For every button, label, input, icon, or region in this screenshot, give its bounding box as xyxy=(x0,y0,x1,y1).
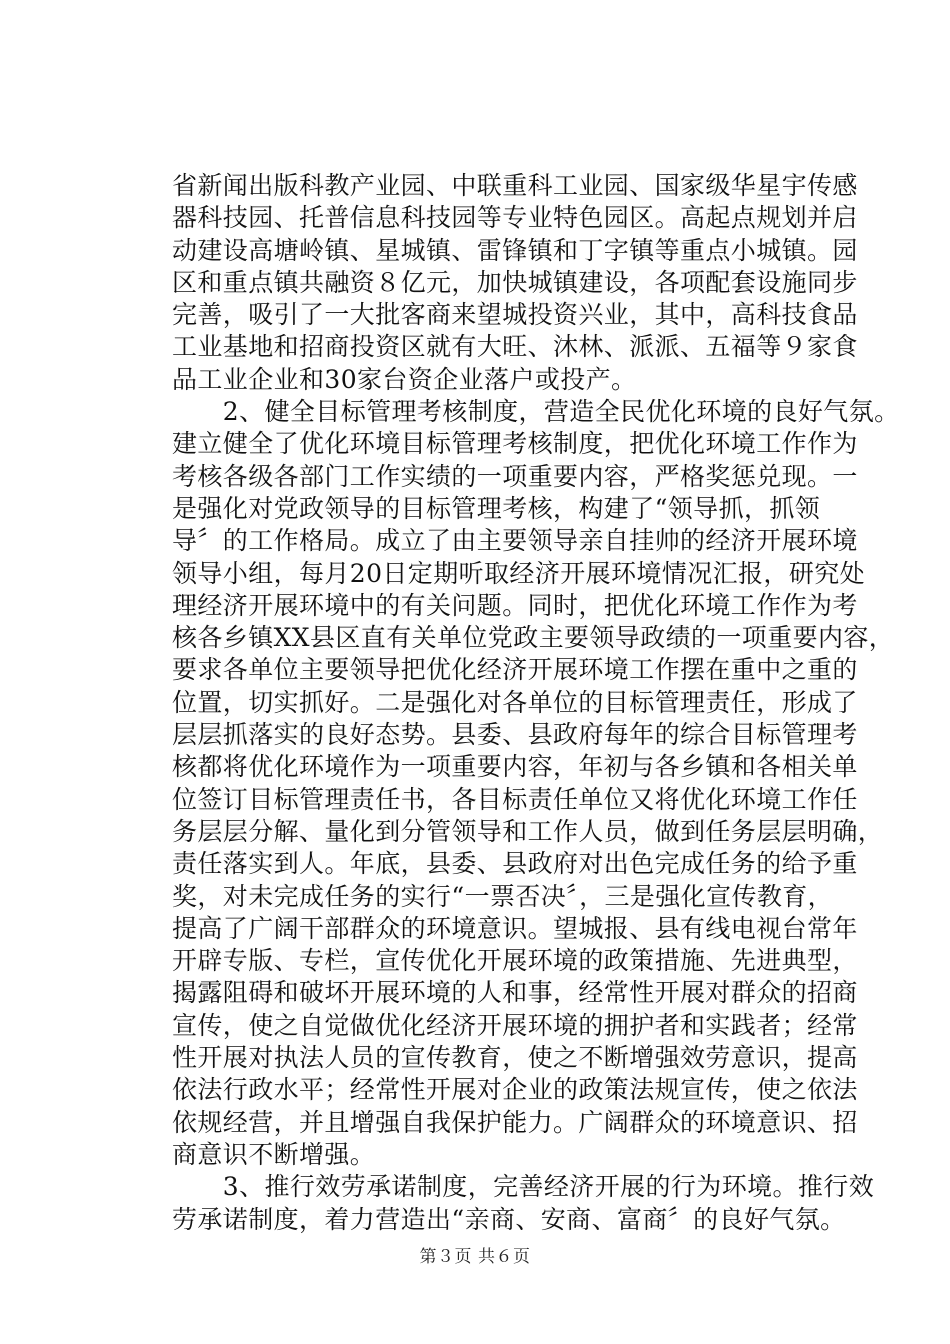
text-line: 省新闻出版科教产业园、中联重科工业园、国家级华星宇传感 xyxy=(172,171,858,200)
text-line: 宣传，使之自觉做优化经济开展环境的拥护者和实践者；经常 xyxy=(172,1010,858,1040)
page-footer: 第３页 共６页 xyxy=(419,1247,531,1267)
text-line: 核各乡镇XX县区直有关单位党政主要领导政绩的一项重要内容， xyxy=(172,623,895,653)
text-line: 建立健全了优化环境目标管理考核制度，把优化环境工作作为 xyxy=(172,429,858,459)
text-line: 提高了广阔干部群众的环境意识。望城报、县有线电视台常年 xyxy=(172,913,858,943)
text-line: 奖，对未完成任务的实行“一票否决〞，三是强化宣传教育， xyxy=(172,881,834,911)
text-line: 位签订目标管理责任书，各目标责任单位又将优化环境工作任 xyxy=(172,784,858,814)
text-line: 层层抓落实的良好态势。县委、县政府每年的综合目标管理考 xyxy=(172,720,858,750)
text-line: 领导小组，每月20日定期听取经济开展环境情况汇报，研究处 xyxy=(172,558,866,588)
text-line: 劳承诺制度，着力营造出“亲商、安商、富商〞的良好气氛。 xyxy=(172,1204,846,1234)
text-line: 揭露阻碍和破坏开展环境的人和事，经常性开展对群众的招商 xyxy=(172,978,858,1008)
text-line: 依规经营，并且增强自我保护能力。广阔群众的环境意识、招 xyxy=(172,1107,858,1137)
text-line: 依法行政水平；经常性开展对企业的政策法规宣传，使之依法 xyxy=(172,1075,858,1105)
text-line: 性开展对执法人员的宣传教育，使之不断增强效劳意识，提高 xyxy=(172,1043,858,1073)
text-line: 品工业企业和30家台资企业落户或投产。 xyxy=(172,364,637,394)
text-line: 考核各级各部门工作实绩的一项重要内容，严格奖惩兑现。一 xyxy=(172,461,858,491)
text-line: 开辟专版、专栏，宣传优化开展环境的政策措施、先进典型， xyxy=(172,946,858,976)
text-line: 动建设高塘岭镇、星城镇、雷锋镇和丁字镇等重点小城镇。园 xyxy=(172,235,858,265)
text-line: 是强化对党政领导的目标管理考核，构建了“领导抓，抓领 xyxy=(172,493,821,523)
text-line: 位置，切实抓好。二是强化对各单位的目标管理责任，形成了 xyxy=(172,687,858,717)
text-line: 完善，吸引了一大批客商来望城投资兴业，其中，高科技食品 xyxy=(172,300,858,330)
text-line: 商意识不断增强。 xyxy=(172,1139,376,1169)
text-line: 器科技园、托普信息科技园等专业特色园区。高起点规划并启 xyxy=(172,203,858,233)
text-line: 责任落实到人。年底，县委、县政府对出色完成任务的给予重 xyxy=(172,849,858,879)
text-line: 区和重点镇共融资８亿元，加快城镇建设，各项配套设施同步 xyxy=(172,267,858,297)
text-line: 要求各单位主要领导把优化经济开展环境工作摆在重中之重的 xyxy=(172,655,858,685)
text-line: 工业基地和招商投资区就有大旺、沐林、派派、五福等９家食 xyxy=(172,332,858,362)
text-line: 3、推行效劳承诺制度，完善经济开展的行为环境。推行效 xyxy=(172,1172,875,1202)
text-line: 核都将优化环境作为一项重要内容，年初与各乡镇和各相关单 xyxy=(172,752,858,782)
text-line: 务层层分解、量化到分管领导和工作人员，做到任务层层明确， xyxy=(172,816,884,846)
text-line: 导〞的工作格局。成立了由主要领导亲自挂帅的经济开展环境 xyxy=(172,526,858,556)
text-line: 理经济开展环境中的有关问题。同时，把优化环境工作作为考 xyxy=(172,590,858,620)
text-line: 2、健全目标管理考核制度，营造全民优化环境的良好气氛。 xyxy=(172,397,900,427)
body-text xyxy=(172,170,900,1236)
